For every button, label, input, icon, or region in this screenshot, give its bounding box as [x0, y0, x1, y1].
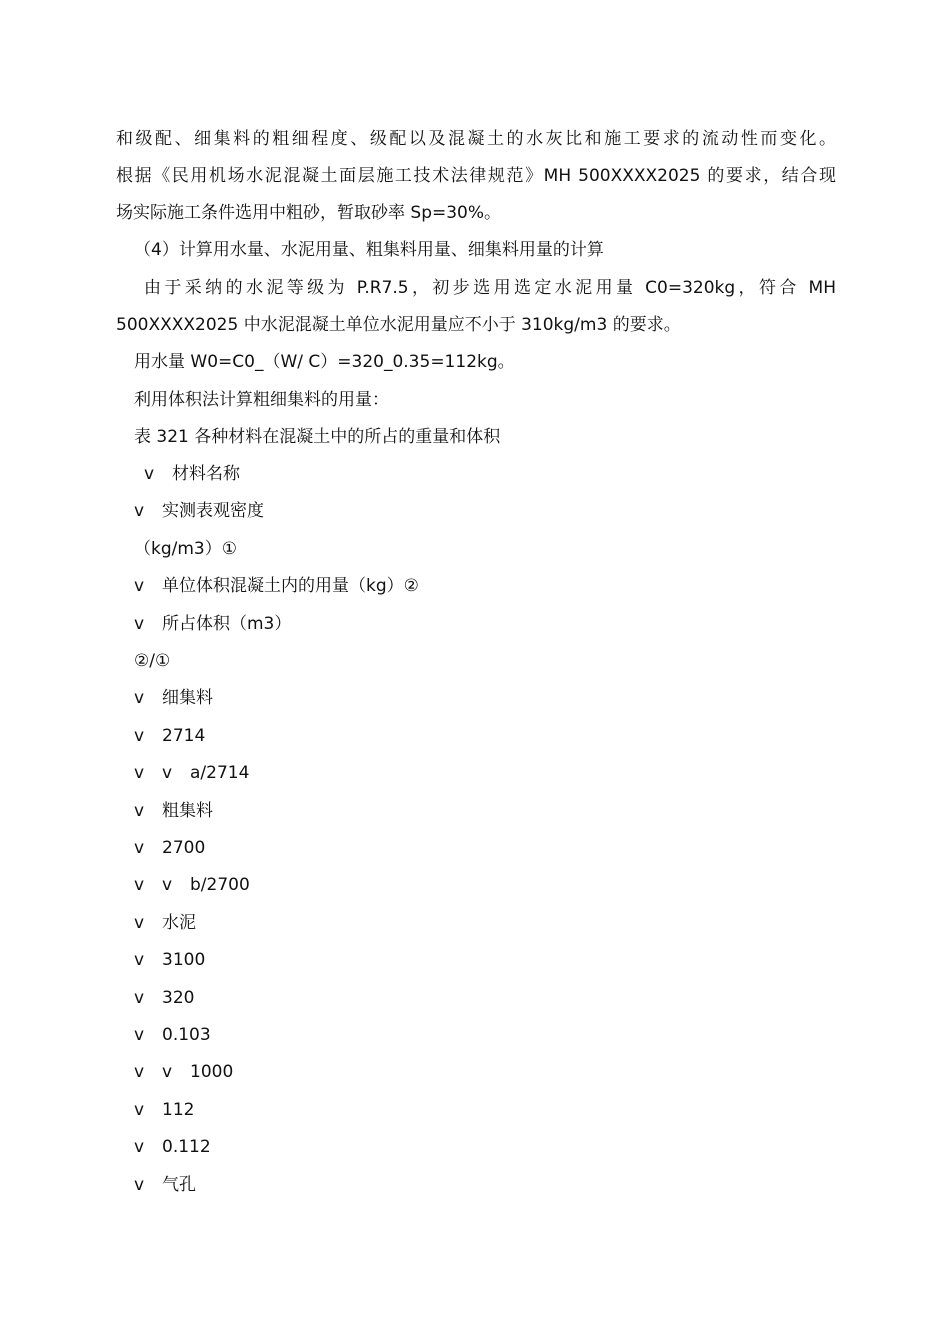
list-item-text: （kg/m3）① — [134, 539, 237, 559]
bullet-mark: v — [134, 950, 145, 970]
paragraph-line-2: 根据《民用机场水泥混凝土面层施工技术法律规范》MH 500XXXX2025 的要求，结合现 — [116, 166, 836, 186]
section-heading: （4）计算用水量、水泥用量、粗集料用量、细集料用量的计算 — [134, 240, 604, 260]
list-item — [134, 1061, 233, 1083]
list-item — [134, 538, 237, 560]
list-item-text: 2714 — [162, 726, 206, 746]
bullet-mark: v — [134, 688, 145, 708]
list-item — [134, 687, 213, 709]
list-item-text: 水泥 — [162, 913, 196, 933]
volume-method-line: 利用体积法计算粗细集料的用量： — [134, 390, 389, 410]
list-item-text: 气孔 — [162, 1175, 196, 1195]
paragraph-line-6: 500XXXX2025 中水泥混凝土单位水泥用量应不小于 310kg/m3 的要求。 — [116, 315, 681, 335]
list-item — [134, 874, 250, 896]
list-item-text: 材料名称 — [172, 464, 240, 484]
bullet-mark: v — [134, 801, 145, 821]
bullet-mark: v — [134, 501, 145, 521]
list-item-text: b/2700 — [190, 875, 250, 895]
list-item — [134, 762, 249, 784]
list-item — [134, 1174, 196, 1196]
bullet-mark: v — [134, 988, 145, 1008]
list-item-text: 112 — [162, 1100, 195, 1120]
bullet-mark: v — [134, 576, 145, 596]
list-item — [144, 463, 240, 485]
bullet-mark: v — [144, 464, 155, 484]
bullet-mark: v — [134, 763, 145, 783]
list-item — [134, 613, 291, 635]
list-item — [134, 500, 264, 522]
bullet-mark: v — [162, 1062, 173, 1082]
bullet-mark: v — [134, 1137, 145, 1157]
list-item — [134, 650, 170, 672]
list-item-text: 粗集料 — [162, 801, 213, 821]
list-item-text: 1000 — [190, 1062, 234, 1082]
list-item — [134, 987, 194, 1009]
water-formula-line: 用水量 W0=C0_（W/ C）=320_0.35=112kg。 — [134, 352, 515, 372]
list-item — [134, 725, 205, 747]
bullet-mark: v — [134, 838, 145, 858]
list-item-text: 3100 — [162, 950, 206, 970]
list-item-text: 0.112 — [162, 1137, 211, 1157]
paragraph-line-3: 场实际施工条件选用中粗砂，暂取砂率 Sp=30%。 — [116, 203, 502, 223]
bullet-mark: v — [134, 1100, 145, 1120]
list-item-text: 320 — [162, 988, 195, 1008]
list-item-text: 细集料 — [162, 688, 213, 708]
list-item — [134, 575, 419, 597]
bullet-mark: v — [134, 1175, 145, 1195]
list-item-text: 单位体积混凝土内的用量（kg）② — [162, 576, 419, 596]
list-item-text: a/2714 — [190, 763, 250, 783]
bullet-mark: v — [134, 614, 145, 634]
list-item-text: 实测表观密度 — [162, 501, 264, 521]
paragraph-line-5: 由于采纳的水泥等级为 P.R7.5，初步选用选定水泥用量 C0=320kg，符合 MH — [144, 278, 836, 298]
bullet-mark: v — [134, 1062, 145, 1082]
table-caption: 表 321 各种材料在混凝土中的所占的重量和体积 — [134, 427, 501, 447]
list-item — [134, 912, 196, 934]
bullet-mark: v — [162, 875, 173, 895]
list-item — [134, 1136, 211, 1158]
paragraph-line-1: 和级配、细集料的粗细程度、级配以及混凝土的水灰比和施工要求的流动性而变化。 — [116, 129, 836, 149]
bullet-mark: v — [134, 913, 145, 933]
list-item-text: ②/① — [134, 651, 171, 671]
list-item-text: 所占体积（m3） — [162, 614, 292, 634]
list-item — [134, 1024, 211, 1046]
bullet-mark: v — [134, 875, 145, 895]
list-item-text: 2700 — [162, 838, 206, 858]
list-item — [134, 1099, 194, 1121]
bullet-mark: v — [162, 763, 173, 783]
bullet-mark: v — [134, 1025, 145, 1045]
list-item — [134, 800, 213, 822]
bullet-mark: v — [134, 726, 145, 746]
list-item-text: 0.103 — [162, 1025, 211, 1045]
list-item — [134, 837, 205, 859]
list-item — [134, 949, 205, 971]
